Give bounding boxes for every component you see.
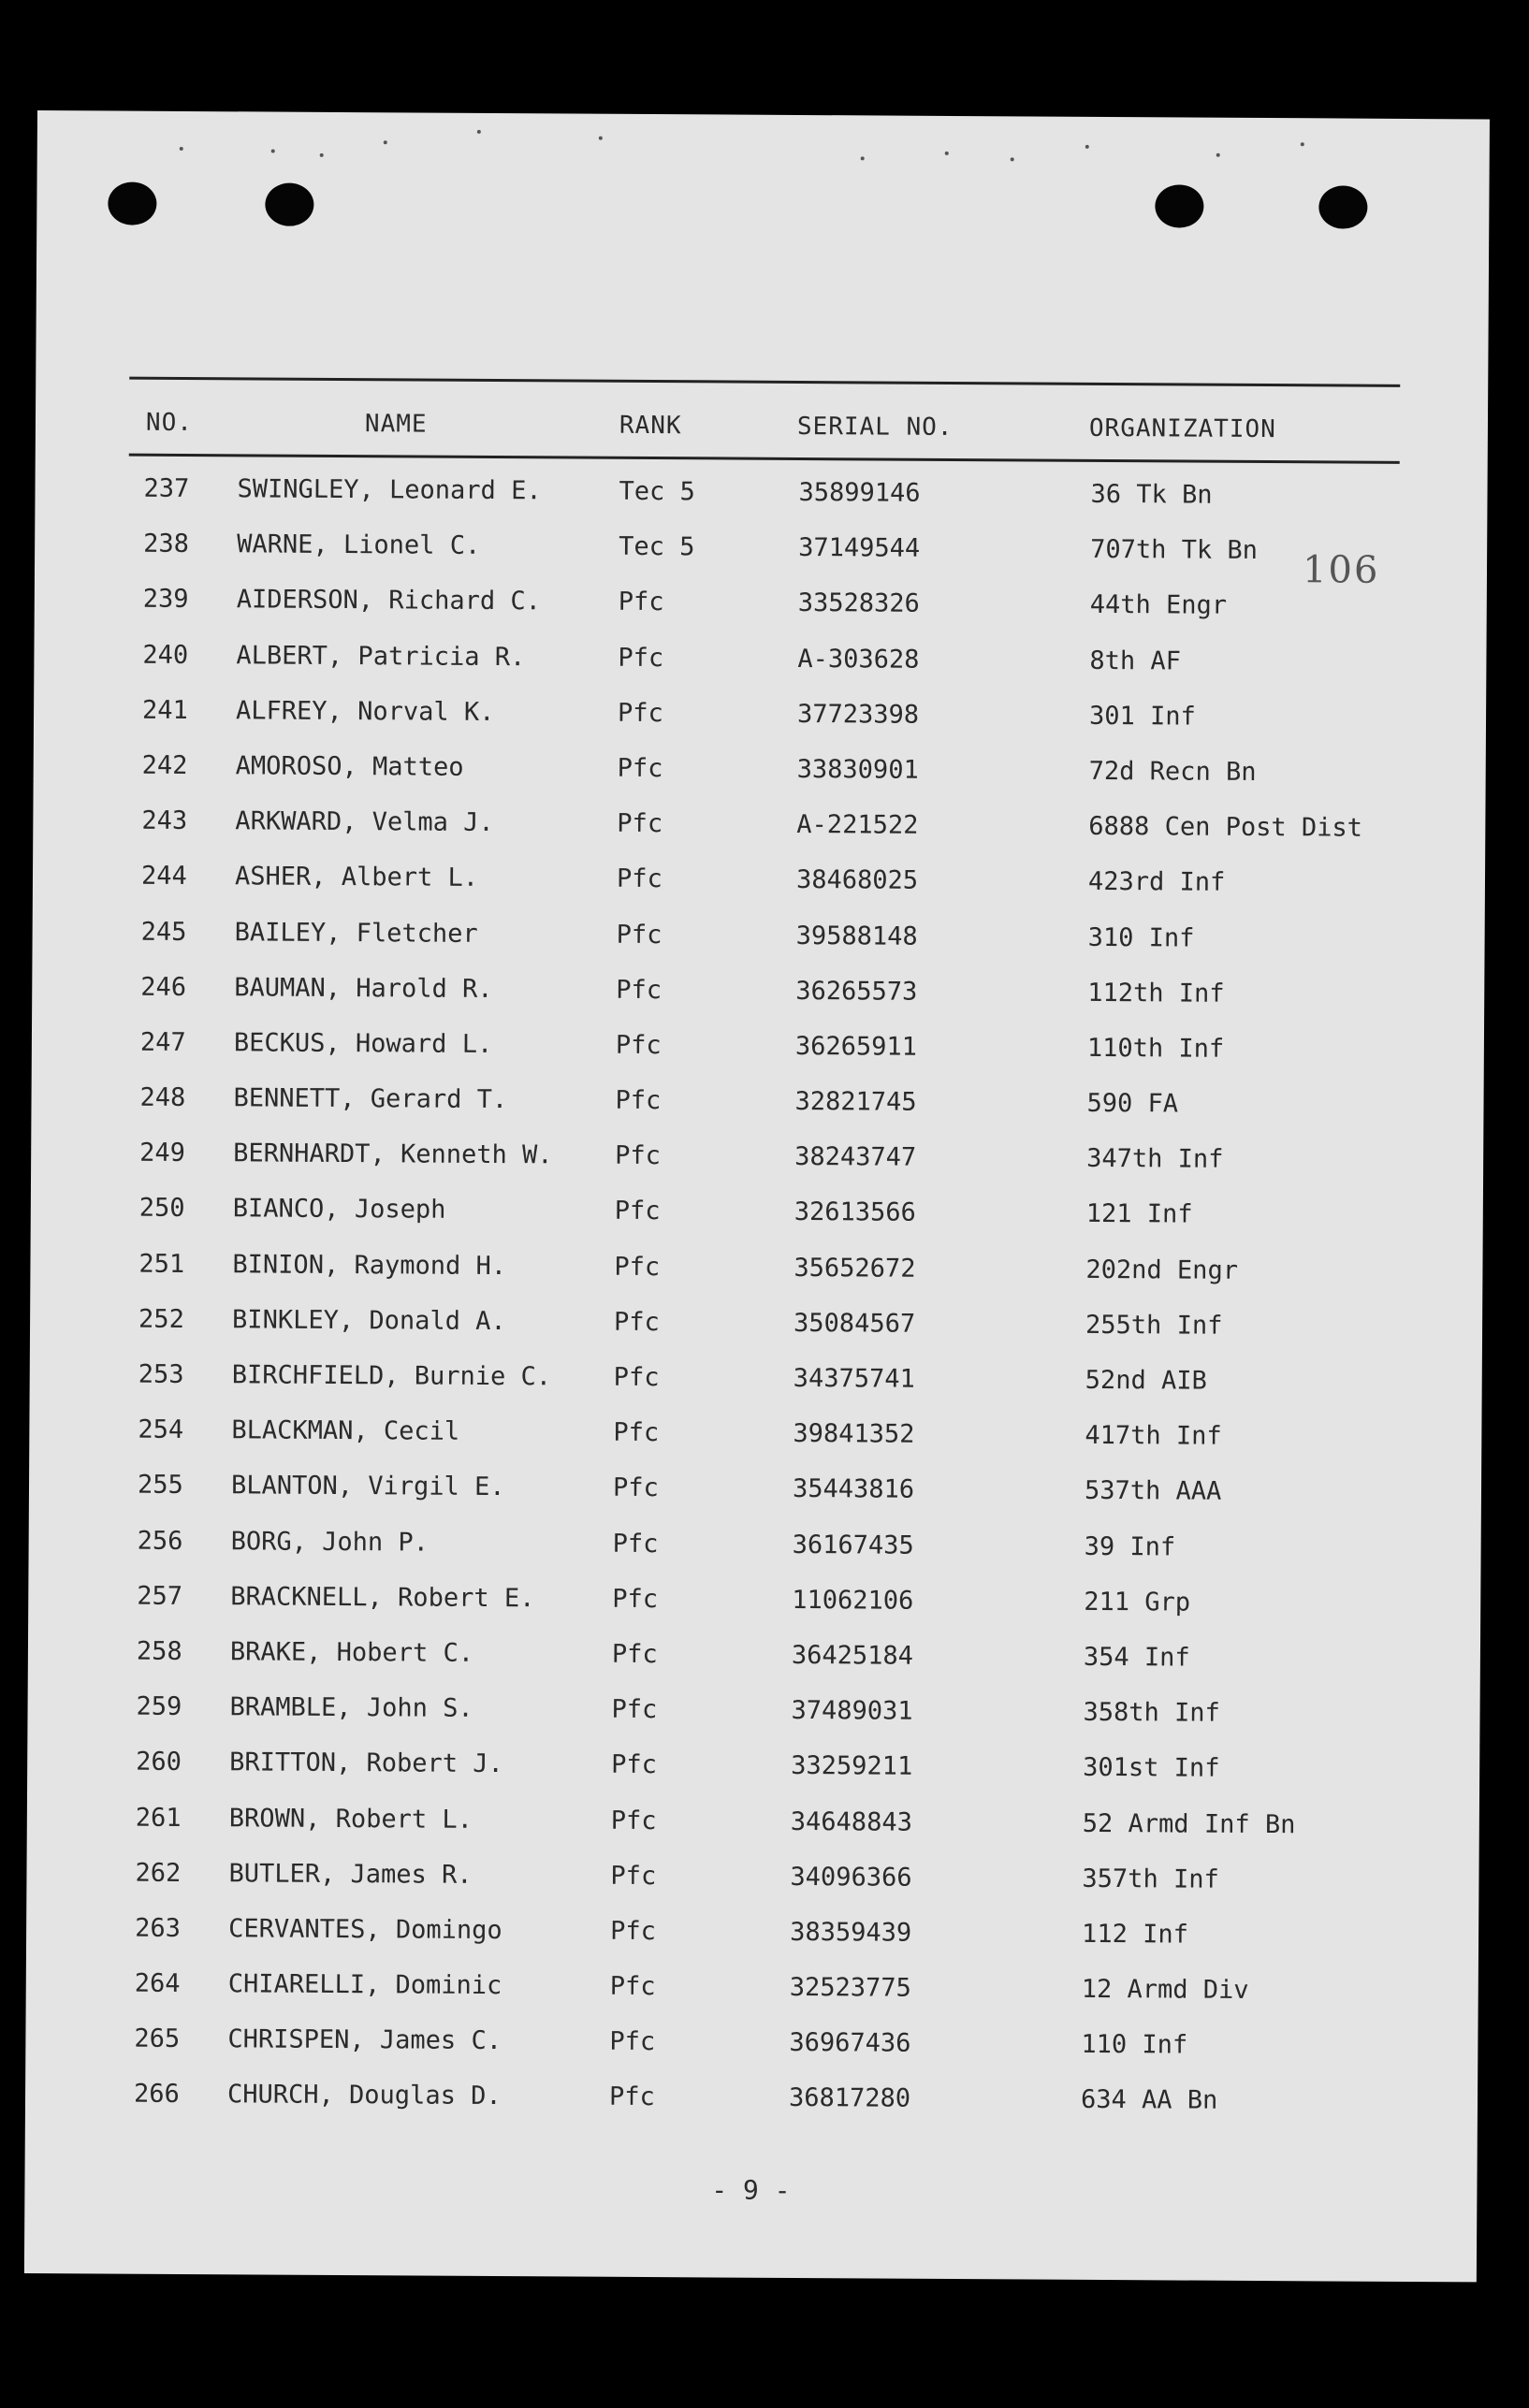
speck: [1216, 153, 1220, 157]
cell-serial: 36967436: [789, 2028, 911, 2058]
cell-rank: Pfc: [611, 1694, 658, 1725]
cell-rank: Pfc: [614, 1197, 661, 1226]
cell-name: ARKWARD, Velma J.: [235, 806, 494, 838]
cell-no: 256: [137, 1526, 183, 1556]
cell-no: 254: [138, 1414, 184, 1445]
cell-rank: Pfc: [618, 587, 664, 617]
cell-rank: Pfc: [615, 1141, 662, 1171]
cell-organization: 590 FA: [1086, 1088, 1179, 1119]
speck: [271, 150, 275, 153]
cell-organization: 8th AF: [1089, 646, 1182, 676]
cell-no: 238: [143, 529, 190, 559]
cell-name: CHIARELLI, Dominic: [227, 1969, 502, 2001]
cell-rank: Pfc: [612, 1584, 659, 1614]
table-row: [35, 584, 1487, 648]
cell-name: BRAKE, Hobert C.: [229, 1637, 474, 1668]
cell-no: 243: [141, 805, 188, 836]
table-row: [26, 1968, 1478, 2033]
cell-organization: 357th Inf: [1082, 1864, 1219, 1894]
cell-rank: Pfc: [613, 1362, 660, 1393]
table-row: [28, 1636, 1480, 1701]
cell-organization: 52 Armd Inf Bn: [1082, 1808, 1296, 1839]
speck: [861, 156, 865, 160]
cell-no: 237: [143, 473, 190, 503]
table-row: [28, 1581, 1480, 1646]
cell-organization: 423rd Inf: [1087, 867, 1226, 898]
cell-serial: 35899146: [798, 477, 921, 508]
cell-no: 246: [140, 972, 187, 1002]
cell-no: 264: [134, 1968, 181, 1999]
cell-rank: Pfc: [609, 1971, 656, 2002]
speck: [1301, 142, 1304, 146]
cell-no: 258: [136, 1636, 182, 1666]
cell-rank: Pfc: [617, 698, 663, 728]
table-row: [32, 916, 1484, 980]
cell-serial: 35443816: [792, 1474, 915, 1505]
table-row: [33, 861, 1485, 925]
cell-serial: 37489031: [791, 1696, 913, 1726]
cell-rank: Pfc: [616, 864, 663, 894]
cell-name: BINKLEY, Donald A.: [232, 1305, 506, 1336]
table-row: [27, 1802, 1479, 1866]
cell-serial: 35084567: [794, 1308, 916, 1339]
cell-name: AIDERSON, Richard C.: [236, 585, 542, 617]
cell-serial: A-221522: [796, 810, 919, 840]
cell-organization: 12 Armd Div: [1081, 1974, 1249, 2006]
cell-name: BORG, John P.: [230, 1526, 430, 1558]
cell-name: BUTLER, James R.: [228, 1858, 473, 1890]
table-row: [32, 972, 1484, 1037]
cell-rank: Pfc: [616, 975, 663, 1005]
cell-serial: 39588148: [795, 921, 918, 951]
cell-no: 260: [136, 1747, 182, 1777]
cell-rank: Pfc: [610, 1861, 657, 1891]
header-name: NAME: [364, 410, 428, 439]
cell-rank: Pfc: [608, 2082, 655, 2112]
cell-rank: Pfc: [616, 920, 663, 950]
table-row: [32, 1027, 1484, 1092]
cell-serial: 39841352: [793, 1419, 915, 1449]
table-row: [35, 473, 1487, 538]
header-serial: SERIAL NO.: [796, 412, 954, 442]
cell-no: 257: [137, 1581, 183, 1611]
cell-name: ASHER, Albert L.: [234, 862, 479, 893]
cell-no: 265: [134, 2024, 181, 2054]
cell-serial: 11062106: [792, 1585, 914, 1616]
table-row: [34, 695, 1486, 760]
table-row: [35, 529, 1487, 593]
cell-organization: 39 Inf: [1084, 1531, 1176, 1562]
cell-name: AMOROSO, Matteo: [235, 751, 464, 782]
table-row: [29, 1359, 1481, 1424]
cell-organization: 358th Inf: [1083, 1697, 1220, 1728]
cell-name: BLACKMAN, Cecil: [231, 1415, 460, 1446]
table-row: [29, 1414, 1481, 1479]
cell-serial: 35652672: [794, 1253, 916, 1284]
cell-serial: 32821745: [794, 1087, 917, 1117]
cell-serial: 36817280: [788, 2083, 911, 2114]
cell-organization: 301st Inf: [1083, 1753, 1220, 1784]
cell-no: 250: [138, 1194, 185, 1224]
cell-name: BRACKNELL, Robert E.: [230, 1582, 535, 1614]
table-row: [27, 1747, 1479, 1811]
cell-organization: 310 Inf: [1087, 922, 1195, 953]
cell-organization: 112th Inf: [1087, 978, 1225, 1008]
cell-organization: 211 Grp: [1084, 1587, 1191, 1617]
cell-rank: Pfc: [617, 753, 663, 784]
cell-serial: 36425184: [791, 1640, 914, 1671]
cell-name: BECKUS, Howard L.: [233, 1028, 493, 1059]
cell-name: BIRCHFIELD, Burnie C.: [231, 1360, 552, 1392]
cell-no: 255: [137, 1471, 183, 1501]
punch-hole-left-1: [108, 181, 156, 225]
speck: [1085, 145, 1089, 149]
cell-name: BAUMAN, Harold R.: [234, 972, 493, 1004]
cell-serial: 36265911: [794, 1031, 918, 1062]
cell-serial: 38243747: [794, 1142, 917, 1173]
cell-serial: 33830901: [796, 754, 919, 785]
cell-organization: 634 AA Bn: [1080, 2085, 1218, 2116]
cell-serial: 36265573: [795, 976, 918, 1007]
cell-no: 266: [133, 2080, 180, 2110]
cell-organization: 36 Tk Bn: [1090, 479, 1213, 510]
cell-rank: Pfc: [614, 1307, 660, 1337]
cell-rank: Pfc: [611, 1750, 658, 1780]
cell-serial: A-303628: [797, 644, 920, 675]
table-row: [33, 805, 1485, 870]
table-row: [25, 2024, 1478, 2088]
cell-no: 262: [135, 1858, 182, 1888]
cell-no: 247: [139, 1027, 186, 1057]
cell-rank: Pfc: [617, 808, 663, 839]
table-row: [31, 1193, 1483, 1257]
cell-organization: 110th Inf: [1086, 1033, 1225, 1064]
table-row: [30, 1249, 1482, 1313]
cell-name: CERVANTES, Domingo: [228, 1914, 502, 1945]
cell-rank: Pfc: [618, 643, 664, 673]
page-number: - 9 -: [711, 2174, 791, 2206]
cell-serial: 32523775: [789, 1973, 911, 2003]
punch-hole-left-2: [265, 182, 313, 225]
cell-no: 252: [138, 1304, 184, 1334]
cell-name: BROWN, Robert L.: [228, 1803, 473, 1835]
cell-rank: Tec 5: [619, 476, 695, 507]
header-rank: RANK: [619, 411, 682, 441]
cell-organization: 112 Inf: [1082, 1919, 1189, 1950]
cell-name: BRITTON, Robert J.: [229, 1748, 503, 1779]
cell-serial: 38359439: [790, 1917, 912, 1948]
header-top-rule: [129, 377, 1400, 387]
document-page: [24, 110, 1490, 2282]
cell-no: 242: [141, 750, 188, 780]
speck: [180, 147, 183, 151]
cell-name: BERNHARDT, Kenneth W.: [233, 1139, 553, 1170]
cell-serial: 33259211: [791, 1751, 913, 1782]
cell-rank: Pfc: [615, 1085, 662, 1116]
cell-rank: Pfc: [611, 1639, 658, 1670]
table-row: [28, 1526, 1480, 1590]
cell-name: SWINGLEY, Leonard E.: [237, 474, 542, 506]
cell-name: BAILEY, Fletcher: [234, 917, 478, 949]
cell-organization: 52nd AIB: [1085, 1365, 1207, 1396]
table-row: [31, 1138, 1483, 1202]
table-row: [30, 1304, 1482, 1369]
table-row: [25, 2079, 1478, 2143]
cell-no: 251: [138, 1249, 185, 1279]
cell-no: 240: [142, 640, 189, 670]
header-bottom-rule: [129, 454, 1400, 464]
roster-table: [25, 473, 1488, 2143]
speck: [320, 153, 324, 157]
cell-serial: 34096366: [790, 1862, 912, 1893]
cell-rank: Tec 5: [619, 531, 695, 562]
cell-serial: 33528326: [797, 588, 920, 619]
speck: [384, 140, 387, 144]
table-row: [33, 750, 1485, 815]
cell-serial: 37723398: [796, 699, 920, 730]
cell-rank: Pfc: [610, 1806, 657, 1835]
speck: [599, 137, 603, 140]
cell-name: BLANTON, Virgil E.: [230, 1471, 505, 1502]
speck: [945, 152, 949, 155]
cell-no: 253: [138, 1359, 184, 1389]
cell-organization: 347th Inf: [1086, 1144, 1224, 1175]
cell-name: ALBERT, Patricia R.: [236, 640, 526, 672]
cell-name: BIANCO, Joseph: [232, 1194, 446, 1226]
speck: [477, 130, 481, 134]
table-row: [29, 1470, 1481, 1534]
cell-organization: 72d Recn Bn: [1088, 756, 1257, 787]
cell-rank: Pfc: [609, 2027, 656, 2057]
cell-organization: 202nd Engr: [1085, 1255, 1239, 1285]
table-row: [26, 1858, 1478, 1922]
cell-no: 259: [136, 1691, 182, 1722]
cell-no: 245: [140, 917, 187, 947]
table-row: [27, 1691, 1479, 1756]
header-no: NO.: [145, 408, 194, 438]
cell-organization: 537th AAA: [1084, 1476, 1222, 1507]
cell-rank: Pfc: [612, 1529, 659, 1559]
cell-rank: Pfc: [615, 1030, 662, 1060]
table-row: [26, 1913, 1478, 1978]
cell-no: 249: [139, 1138, 186, 1168]
cell-organization: 417th Inf: [1085, 1421, 1222, 1451]
cell-no: 241: [141, 695, 188, 725]
cell-name: ALFREY, Norval K.: [235, 696, 495, 727]
page-stamp: 106: [1302, 548, 1380, 592]
cell-serial: 36167435: [792, 1530, 914, 1560]
cell-rank: Pfc: [614, 1252, 661, 1282]
cell-no: 239: [142, 585, 189, 615]
cell-serial: 38468025: [795, 865, 919, 896]
table-row: [34, 640, 1486, 704]
cell-rank: Pfc: [610, 1916, 656, 1946]
cell-serial: 34375741: [793, 1363, 915, 1394]
punch-hole-right-2: [1318, 185, 1367, 228]
cell-no: 244: [140, 862, 187, 892]
cell-organization: 707th Tk Bn: [1090, 535, 1259, 566]
header-organization: ORGANIZATION: [1088, 413, 1276, 444]
cell-name: WARNE, Lionel C.: [237, 529, 481, 561]
cell-name: BINION, Raymond H.: [232, 1249, 507, 1281]
cell-organization: 354 Inf: [1083, 1642, 1190, 1673]
cell-organization: 301 Inf: [1088, 701, 1196, 732]
cell-organization: 121 Inf: [1085, 1199, 1193, 1230]
cell-organization: 255th Inf: [1085, 1310, 1223, 1341]
cell-serial: 37149544: [798, 533, 921, 563]
speck: [1011, 157, 1014, 161]
cell-name: CHRISPEN, James C.: [227, 2024, 502, 2056]
cell-serial: 34648843: [790, 1806, 912, 1837]
cell-name: BENNETT, Gerard T.: [233, 1083, 508, 1115]
cell-rank: Pfc: [612, 1473, 659, 1503]
cell-no: 261: [135, 1803, 182, 1833]
cell-organization: 6888 Cen Post Dist: [1088, 812, 1363, 843]
cell-name: CHURCH, Douglas D.: [226, 2080, 502, 2111]
punch-hole-right-1: [1155, 184, 1203, 227]
cell-name: BRAMBLE, John S.: [229, 1692, 473, 1724]
cell-no: 263: [135, 1913, 182, 1943]
cell-no: 248: [139, 1082, 186, 1113]
cell-rank: Pfc: [613, 1417, 660, 1448]
cell-organization: 110 Inf: [1081, 2030, 1188, 2060]
table-row: [31, 1082, 1483, 1147]
cell-organization: 44th Engr: [1089, 590, 1228, 621]
cell-serial: 32613566: [794, 1197, 916, 1228]
